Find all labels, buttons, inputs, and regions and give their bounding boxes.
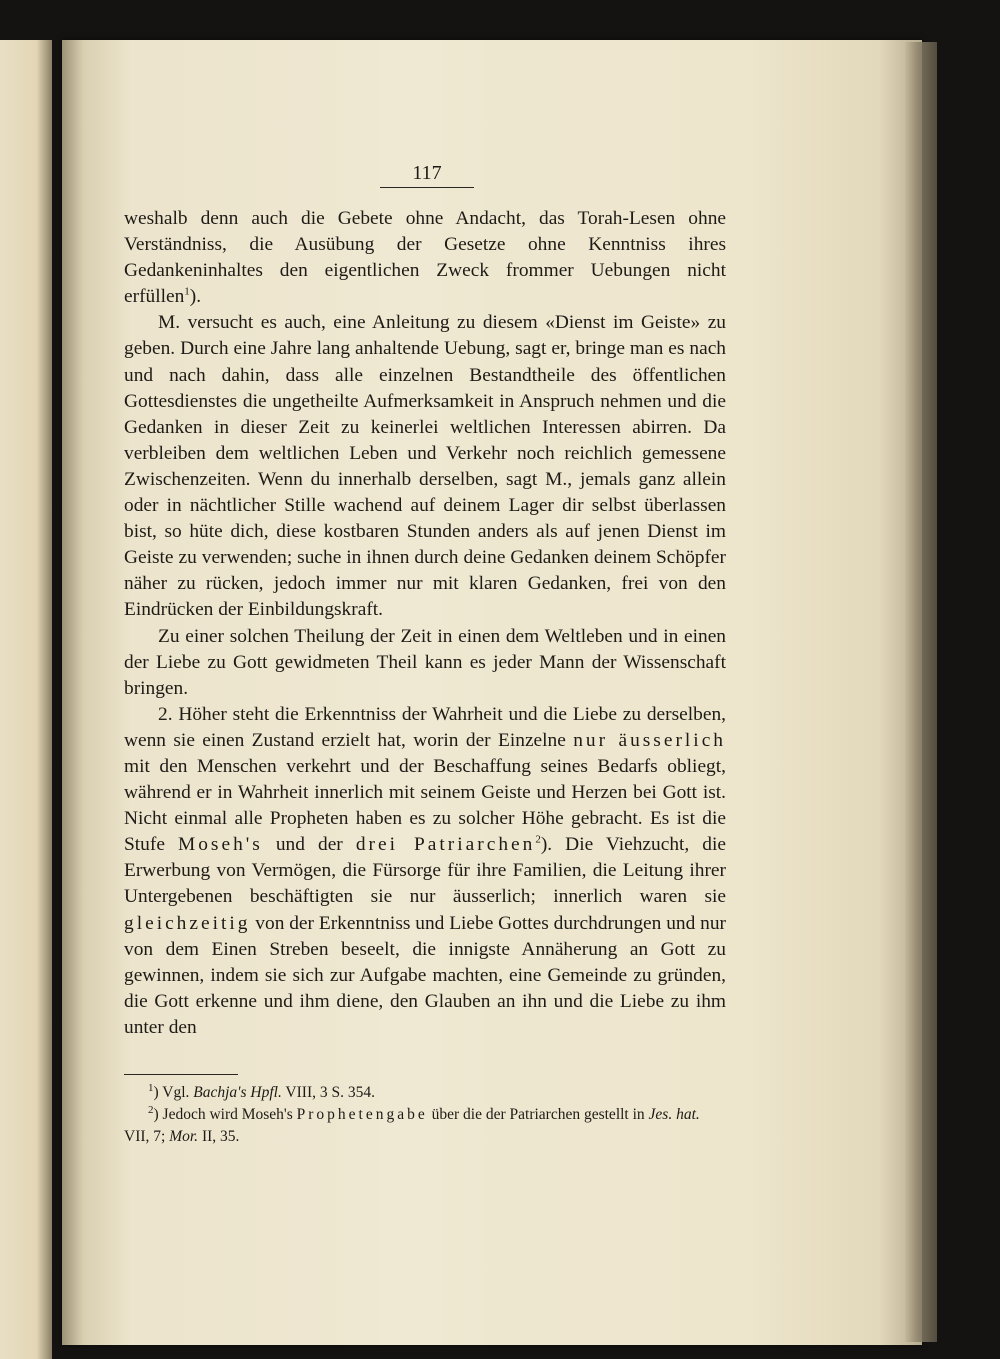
footnote [124, 1104, 726, 1148]
text-run: ) Jedoch wird Moseh's [153, 1106, 297, 1123]
footnote [124, 1082, 726, 1104]
footnote-rule [124, 1074, 238, 1075]
italic-text: Jes. hat. [648, 1106, 700, 1123]
paragraph [124, 310, 726, 623]
italic-text: Mor. [169, 1128, 199, 1145]
facing-page-edge [0, 40, 52, 1359]
paragraph [124, 206, 726, 310]
page-stack-edge [905, 42, 937, 1342]
paragraph [124, 624, 726, 702]
text-run: VIII, 3 S. 354. [281, 1084, 375, 1101]
emphasized-text: Prophetengabe [296, 1106, 428, 1123]
page-number-rule [380, 187, 474, 188]
emphasized-text: Moseh's [177, 834, 263, 856]
text-run: ). Die Viehzucht, die Erwerbung von Vermögen, die Fürsorge für ihre Familien, die Leitung ihrer Untergebenen beschäftigten sie nur äusserlich; innerlich waren sie [124, 834, 726, 908]
text-run: Zu einer solchen Theilung der Zeit in einen dem Weltleben und in einen der Liebe zu Gott gewidmeten Theil kann es jeder Mann der Wissenschaft bringen. [124, 625, 726, 699]
body-text [124, 206, 726, 1041]
text-run: mit den Menschen verkehrt und der Beschaffung seines Bedarfs obliegt, während er in Wahrheit innerlich mit seinem Geiste und Herzen bei Gott ist. Nicht einmal alle Propheten haben es zu solcher Höhe gebracht. Es ist die Stufe [124, 755, 726, 856]
footnote-marker: 2 [148, 1103, 154, 1116]
text-run: ). [189, 286, 202, 308]
italic-text: Bachja's Hpfl. [193, 1084, 282, 1101]
text-run: von der Erkenntniss und Liebe Gottes durchdrungen und nur von dem Einen Streben beseelt, die innigste Annäherung an Gott zu gewinnen, indem sie sich zur Aufgabe machten, eine Gemeinde zu gründen, die Gott erkenne und ihm diene, den Glauben an ihn und die Liebe zu ihm unter den [124, 912, 726, 1038]
emphasized-text: drei Patriarchen [355, 834, 536, 856]
footnote-marker: 2 [535, 833, 541, 846]
text-run: VII, 7; [124, 1128, 170, 1145]
footnote-marker: 1 [184, 285, 190, 298]
emphasized-text: nur äusserlich [573, 729, 726, 751]
emphasized-text: gleichzeitig [124, 912, 251, 934]
text-run: II, 35. [198, 1128, 240, 1145]
text-run: 2. Höher steht die Erkenntniss der Wahrheit und die Liebe zu derselben, wenn sie einen Zustand erzielt hat, worin der Einzelne [124, 703, 726, 751]
text-run: ) Vgl. [153, 1084, 194, 1101]
text-run: M. versucht es auch, eine Anleitung zu diesem «Dienst im Geiste» zu geben. Durch eine Jahre lang anhaltende Uebung, sagt er, bringe man es nach und nach dahin, dass alle einzelnen Bestandtheile des öffentlichen Gottesdienstes die ungetheilte Aufmerksamkeit in Anspruch nehmen und die Gedanken in dieser Zeit zu keinerlei weltlichen Interessen abirren. Da verbleiben dem weltlichen Leben und Verkehr noch reichlich gemessene Zwischenzeiten. Wenn du innerhalb derselben, sagt M., jemals ganz allein oder in nächtlicher Stille wachend auf deinem Lager dir selbst überlassen bist, so hüte dich, diese kostbaren Stunden anders als auf jenen Dienst im Geiste zu verwenden; suche in ihnen durch deine Gedanken deinem Schöpfer näher zu rücken, jedoch immer nur mit klaren Gedanken, frei von den Eindrücken der Einbildungskraft. [124, 312, 726, 621]
footnote-marker: 1 [148, 1081, 154, 1094]
text-run: und der [262, 834, 356, 856]
text-run: weshalb denn auch die Gebete ohne Andacht, das Torah-Lesen ohne Verständniss, die Ausübung der Gesetze ohne Kenntniss ihres Gedankeninhaltes den eigentlichen Zweck frommer Uebungen nicht erfüllen [124, 208, 726, 308]
page-number: 117 [412, 162, 442, 184]
paragraph [124, 702, 726, 1041]
text-run: über die der Patriarchen gestellt in [427, 1106, 649, 1123]
footnotes [124, 1082, 726, 1148]
